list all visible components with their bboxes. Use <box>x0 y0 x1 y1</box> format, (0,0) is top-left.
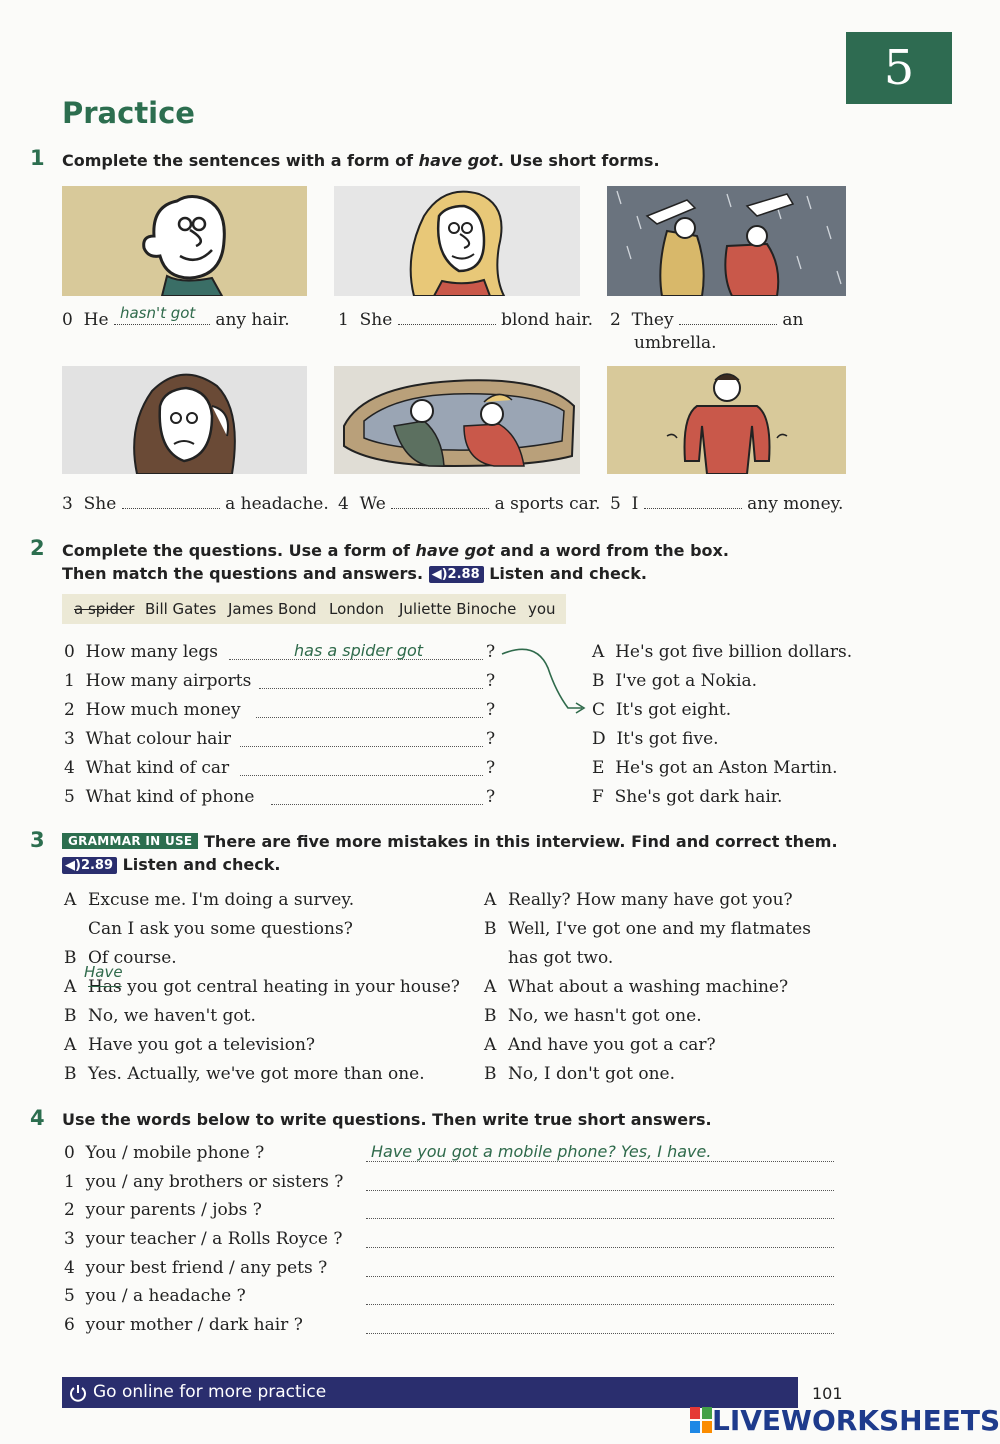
ex1-item-1: 1 She blond hair. <box>338 310 594 330</box>
ex2-question-5: 5 What kind of phone <box>64 787 255 807</box>
ex1-item-5: 5 I any money. <box>610 494 844 514</box>
ex3-left-line-1: Can I ask you some questions? <box>88 919 353 939</box>
ex2-question-0: 0 How many legs <box>64 642 218 662</box>
ex4-answer-0[interactable]: Have you got a mobile phone? Yes, I have. <box>371 1142 712 1161</box>
exercise-4-number: 4 <box>30 1106 45 1130</box>
match-arrow-icon <box>496 644 592 724</box>
word-box <box>62 594 566 624</box>
ex2-option-d[interactable]: D It's got five. <box>592 729 719 749</box>
power-icon <box>68 1383 88 1403</box>
ex3-right-line-1: B Well, I've got one and my flatmates <box>484 919 811 939</box>
ex2-qmark: ? <box>486 671 496 691</box>
speaker-icon: ◀) <box>65 858 81 873</box>
go-online-label: Go online for more practice <box>93 1382 327 1402</box>
picture-sports-car <box>334 366 580 474</box>
audio-track-2-88[interactable]: ◀)2.88 <box>429 566 484 583</box>
word-box-item: Juliette Binoche <box>399 600 517 618</box>
ex3-left-line-3: A Has you got central heating in your house? <box>64 977 460 997</box>
page-number: 101 <box>812 1384 843 1403</box>
ex3-left-line-5: A Have you got a television? <box>64 1035 316 1055</box>
go-online-banner[interactable] <box>62 1377 798 1408</box>
picture-empty-pockets <box>607 366 846 474</box>
ex4-answer-line-5[interactable] <box>366 1304 834 1305</box>
ex1-item-0: 0 He hasn't got any hair. <box>62 304 290 330</box>
ex2-answer-line-1[interactable] <box>259 688 483 689</box>
ex4-prompt-2: 2 your parents / jobs ? <box>64 1200 262 1220</box>
word-box-item: London <box>329 600 384 618</box>
unit-number-badge: 5 <box>846 32 952 104</box>
ex1-answer-0[interactable]: hasn't got <box>119 304 196 322</box>
ex1-answer-5[interactable] <box>644 494 742 509</box>
ex3-correction[interactable]: Have <box>84 963 123 981</box>
ex3-right-line-4: B No, we hasn't got one. <box>484 1006 702 1026</box>
ex4-prompt-3: 3 your teacher / a Rolls Royce ? <box>64 1229 343 1249</box>
ex2-answer-line-3[interactable] <box>240 746 483 747</box>
ex3-left-line-6: B Yes. Actually, we've got more than one. <box>64 1064 425 1084</box>
logo-grid-icon <box>690 1407 712 1433</box>
exercise-1-number: 1 <box>30 146 45 170</box>
ex4-prompt-5: 5 you / a headache ? <box>64 1286 246 1306</box>
picture-blond-woman <box>334 186 580 296</box>
ex2-question-3: 3 What colour hair <box>64 729 231 749</box>
ex2-answer-line-5[interactable] <box>271 804 483 805</box>
word-box-item: James Bond <box>228 600 317 618</box>
ex1-item-4: 4 We a sports car. <box>338 494 601 514</box>
ex2-option-e[interactable]: E He's got an Aston Martin. <box>592 758 838 778</box>
ex1-answer-1[interactable] <box>398 310 496 325</box>
ex2-qmark: ? <box>486 642 496 662</box>
ex2-qmark: ? <box>486 729 496 749</box>
ex3-right-line-0: A Really? How many have got you? <box>484 890 793 910</box>
ex4-answer-line-3[interactable] <box>366 1247 834 1248</box>
picture-bald-man <box>62 186 307 296</box>
ex3-left-line-4: B No, we haven't got. <box>64 1006 256 1026</box>
liveworksheets-logo: LIVEWORKSHEETS <box>690 1404 1000 1437</box>
picture-headache-woman <box>62 366 307 474</box>
word-box-item: you <box>528 600 556 618</box>
ex2-option-a[interactable]: A He's got five billion dollars. <box>592 642 853 662</box>
ex4-answer-line-2[interactable] <box>366 1218 834 1219</box>
ex1-item-3: 3 She a headache. <box>62 494 329 514</box>
ex4-answer-line-0[interactable] <box>366 1161 834 1162</box>
ex2-option-f[interactable]: F She's got dark hair. <box>592 787 783 807</box>
exercise-3-instruction-line2: ◀)2.89 Listen and check. <box>62 855 280 874</box>
ex3-right-line-2: has got two. <box>508 948 614 968</box>
ex2-qmark: ? <box>486 787 496 807</box>
ex4-answer-line-1[interactable] <box>366 1190 834 1191</box>
grammar-in-use-badge: GRAMMAR IN USE <box>62 833 198 849</box>
ex2-option-c[interactable]: C It's got eight. <box>592 700 732 720</box>
exercise-2-instruction-line2: Then match the questions and answers. ◀)2.88 Listen and check. <box>62 564 648 583</box>
word-box-item: a spider <box>74 600 135 618</box>
ex4-answer-line-6[interactable] <box>366 1333 834 1334</box>
ex4-prompt-6: 6 your mother / dark hair ? <box>64 1315 303 1335</box>
ex3-left-line-0: A Excuse me. I'm doing a survey. <box>64 890 355 910</box>
ex2-question-1: 1 How many airports <box>64 671 252 691</box>
exercise-4-instruction: Use the words below to write questions. Then write true short answers. <box>62 1110 712 1129</box>
speaker-icon: ◀) <box>431 567 448 582</box>
ex1-answer-3[interactable] <box>122 494 220 509</box>
exercise-3-number: 3 <box>30 828 45 852</box>
exercise-1-instruction: Complete the sentences with a form of have got. Use short forms. <box>62 151 660 170</box>
exercise-2-instruction-line1: Complete the questions. Use a form of have got and a word from the box. <box>62 541 729 560</box>
exercise-2-number: 2 <box>30 536 45 560</box>
ex4-prompt-0: 0 You / mobile phone ? <box>64 1143 265 1163</box>
page-title: Practice <box>62 96 195 130</box>
ex4-prompt-4: 4 your best friend / any pets ? <box>64 1258 328 1278</box>
ex2-answer-line-2[interactable] <box>256 717 483 718</box>
ex3-right-line-6: B No, I don't got one. <box>484 1064 676 1084</box>
ex3-left-line-2: B Of course. <box>64 948 177 968</box>
ex1-item-2-cont: umbrella. <box>634 333 717 353</box>
ex2-answer-line-4[interactable] <box>240 775 483 776</box>
ex4-answer-line-4[interactable] <box>366 1276 834 1277</box>
ex4-prompt-1: 1 you / any brothers or sisters ? <box>64 1172 344 1192</box>
ex2-answer-0[interactable]: has a spider got <box>294 641 424 660</box>
ex3-right-line-3: A What about a washing machine? <box>484 977 789 997</box>
ex2-qmark: ? <box>486 758 496 778</box>
ex1-answer-4[interactable] <box>391 494 489 509</box>
ex1-item-2: 2 They an <box>610 310 804 330</box>
ex2-qmark: ? <box>486 700 496 720</box>
ex3-right-line-5: A And have you got a car? <box>484 1035 716 1055</box>
ex1-answer-2[interactable] <box>679 310 777 325</box>
picture-rain-couple <box>607 186 846 296</box>
ex2-question-4: 4 What kind of car <box>64 758 230 778</box>
ex2-option-b[interactable]: B I've got a Nokia. <box>592 671 758 691</box>
ex2-question-2: 2 How much money <box>64 700 241 720</box>
exercise-3-instruction: GRAMMAR IN USE There are five more mistakes in this interview. Find and correct them. <box>62 832 838 851</box>
word-box-item: Bill Gates <box>145 600 217 618</box>
audio-track-2-89[interactable]: ◀)2.89 <box>62 857 117 874</box>
